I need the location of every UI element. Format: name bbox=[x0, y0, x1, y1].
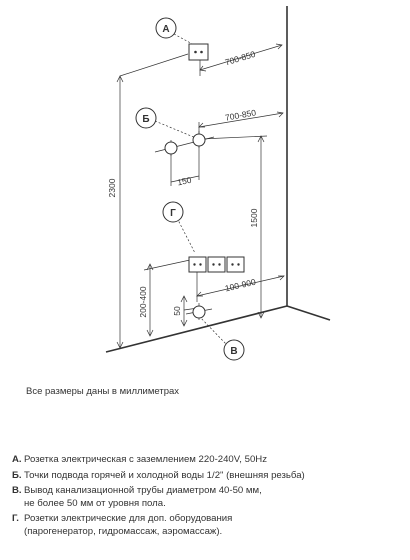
label-drain-height: 50 bbox=[172, 306, 182, 316]
marker-b-label: Б bbox=[142, 114, 150, 125]
marker-v-label: В bbox=[230, 346, 238, 357]
label-extra-sockets-offset: 100-900 bbox=[223, 276, 257, 294]
legend-key-v: В. bbox=[12, 485, 22, 497]
legend-text-a: Розетка электрическая с заземлением 220-240V, 50Hz bbox=[24, 454, 268, 465]
marker-a-label: А bbox=[162, 24, 170, 35]
marker-a bbox=[156, 18, 176, 38]
dim-line-total-height bbox=[117, 54, 188, 348]
cold-water-point bbox=[165, 142, 177, 154]
label-supply-offset: 700-850 bbox=[224, 107, 257, 123]
socket-a-outlet bbox=[189, 44, 208, 60]
drain-outlet bbox=[193, 306, 205, 318]
label-total-height: 2300 bbox=[107, 178, 117, 198]
extra-socket-1 bbox=[189, 257, 206, 272]
legend bbox=[12, 454, 404, 542]
legend-text-b: Точки подвода горячей и холодной воды 1/2" (внешняя резьба) bbox=[24, 469, 305, 481]
legend-item-b bbox=[12, 470, 404, 483]
legend-key-a: А. bbox=[12, 454, 22, 465]
label-drain-range: 200-400 bbox=[138, 286, 148, 318]
hot-water-point bbox=[193, 134, 205, 146]
marker-v bbox=[224, 340, 244, 360]
label-supply-spacing: 150 bbox=[176, 174, 193, 188]
supply-pipe-axis bbox=[155, 131, 214, 156]
legend-item-g bbox=[12, 513, 404, 538]
legend-item-v bbox=[12, 485, 404, 510]
extra-socket-2 bbox=[208, 257, 225, 272]
extra-socket-3 bbox=[227, 257, 244, 272]
legend-text-v: Вывод канализационной трубы диаметром 40-50 мм, не более 50 мм от уровня пола. bbox=[24, 485, 262, 509]
legend-key-b: Б. bbox=[12, 469, 22, 481]
marker-b bbox=[136, 108, 156, 128]
label-socket-offset: 700-850 bbox=[223, 48, 257, 68]
marker-g bbox=[163, 202, 183, 222]
units-note: Все размеры даны в миллиметрах bbox=[26, 386, 180, 397]
legend-key-g: Г. bbox=[12, 513, 19, 525]
legend-item-a bbox=[12, 454, 404, 467]
marker-g-label: Г bbox=[170, 208, 176, 219]
callout-leaders bbox=[155, 34, 226, 344]
label-supply-height: 1500 bbox=[249, 208, 259, 228]
legend-text-g: Розетки электрические для доп. оборудования (парогенератор, гидромассаж, аэромассаж). bbox=[24, 513, 233, 537]
